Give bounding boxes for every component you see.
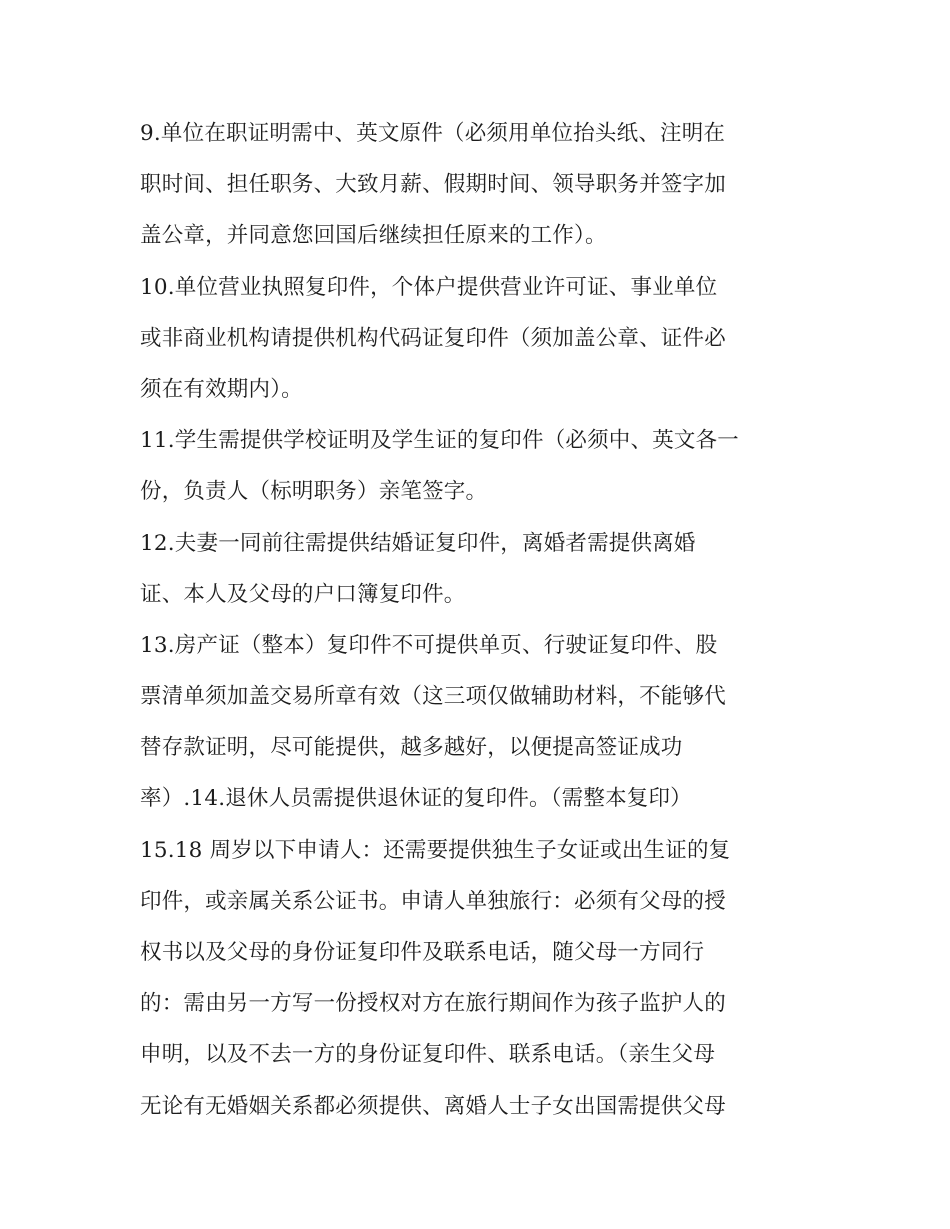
text-line: 职时间、担任职务、大致月薪、假期时间、领导职务并签字加 bbox=[140, 172, 726, 198]
document-body bbox=[140, 108, 820, 1132]
text-line: 的：需由另一方写一份授权对方在旅行期间作为孩子监护人的 bbox=[140, 991, 726, 1017]
text-line: 票清单须加盖交易所章有效（这三项仅做辅助材料，不能够代 bbox=[140, 684, 726, 710]
text-line: 12.夫妻一同前往需提供结婚证复印件，离婚者需提供离婚 bbox=[140, 530, 696, 556]
text-line: 份，负责人（标明职务）亲笔签字。 bbox=[140, 479, 488, 505]
text-line: 15.18 周岁以下申请人：还需要提供独生子女证或出生证的复 bbox=[140, 837, 731, 863]
text-line: 盖公章，并同意您回国后继续担任原来的工作）。 bbox=[140, 223, 607, 249]
text-line: 或非商业机构请提供机构代码证复印件（须加盖公章、证件必 bbox=[140, 325, 726, 351]
text-line: 9.单位在职证明需中、英文原件（必须用单位抬头纸、注明在 bbox=[140, 121, 726, 146]
text-line: 11.学生需提供学校证明及学生证的复印件（必须中、英文各一 bbox=[140, 428, 739, 454]
text-line: 须在有效期内）。 bbox=[140, 376, 303, 402]
text-line: 证、本人及父母的户口簿复印件。 bbox=[140, 581, 466, 607]
text-line: 10.单位营业执照复印件，个体户提供营业许可证、事业单位 bbox=[140, 274, 718, 300]
text-line: 率）.14.退休人员需提供退休证的复印件。（需整本复印） bbox=[140, 786, 692, 812]
text-line: 无论有无婚姻关系都必须提供、离婚人士子女出国需提供父母 bbox=[140, 1093, 726, 1119]
text-line: 替存款证明，尽可能提供，越多越好，以便提高签证成功 bbox=[140, 735, 683, 761]
text-line: 权书以及父母的身份证复印件及联系电话，随父母一方同行 bbox=[140, 940, 705, 965]
text-line: 13.房产证（整本）复印件不可提供单页、行驶证复印件、股 bbox=[140, 632, 718, 658]
text-line: 印件，或亲属关系公证书。申请人单独旅行：必须有父母的授 bbox=[140, 888, 726, 914]
text-line: 申明，以及不去一方的身份证复印件、联系电话。（亲生父母 bbox=[140, 1042, 716, 1068]
